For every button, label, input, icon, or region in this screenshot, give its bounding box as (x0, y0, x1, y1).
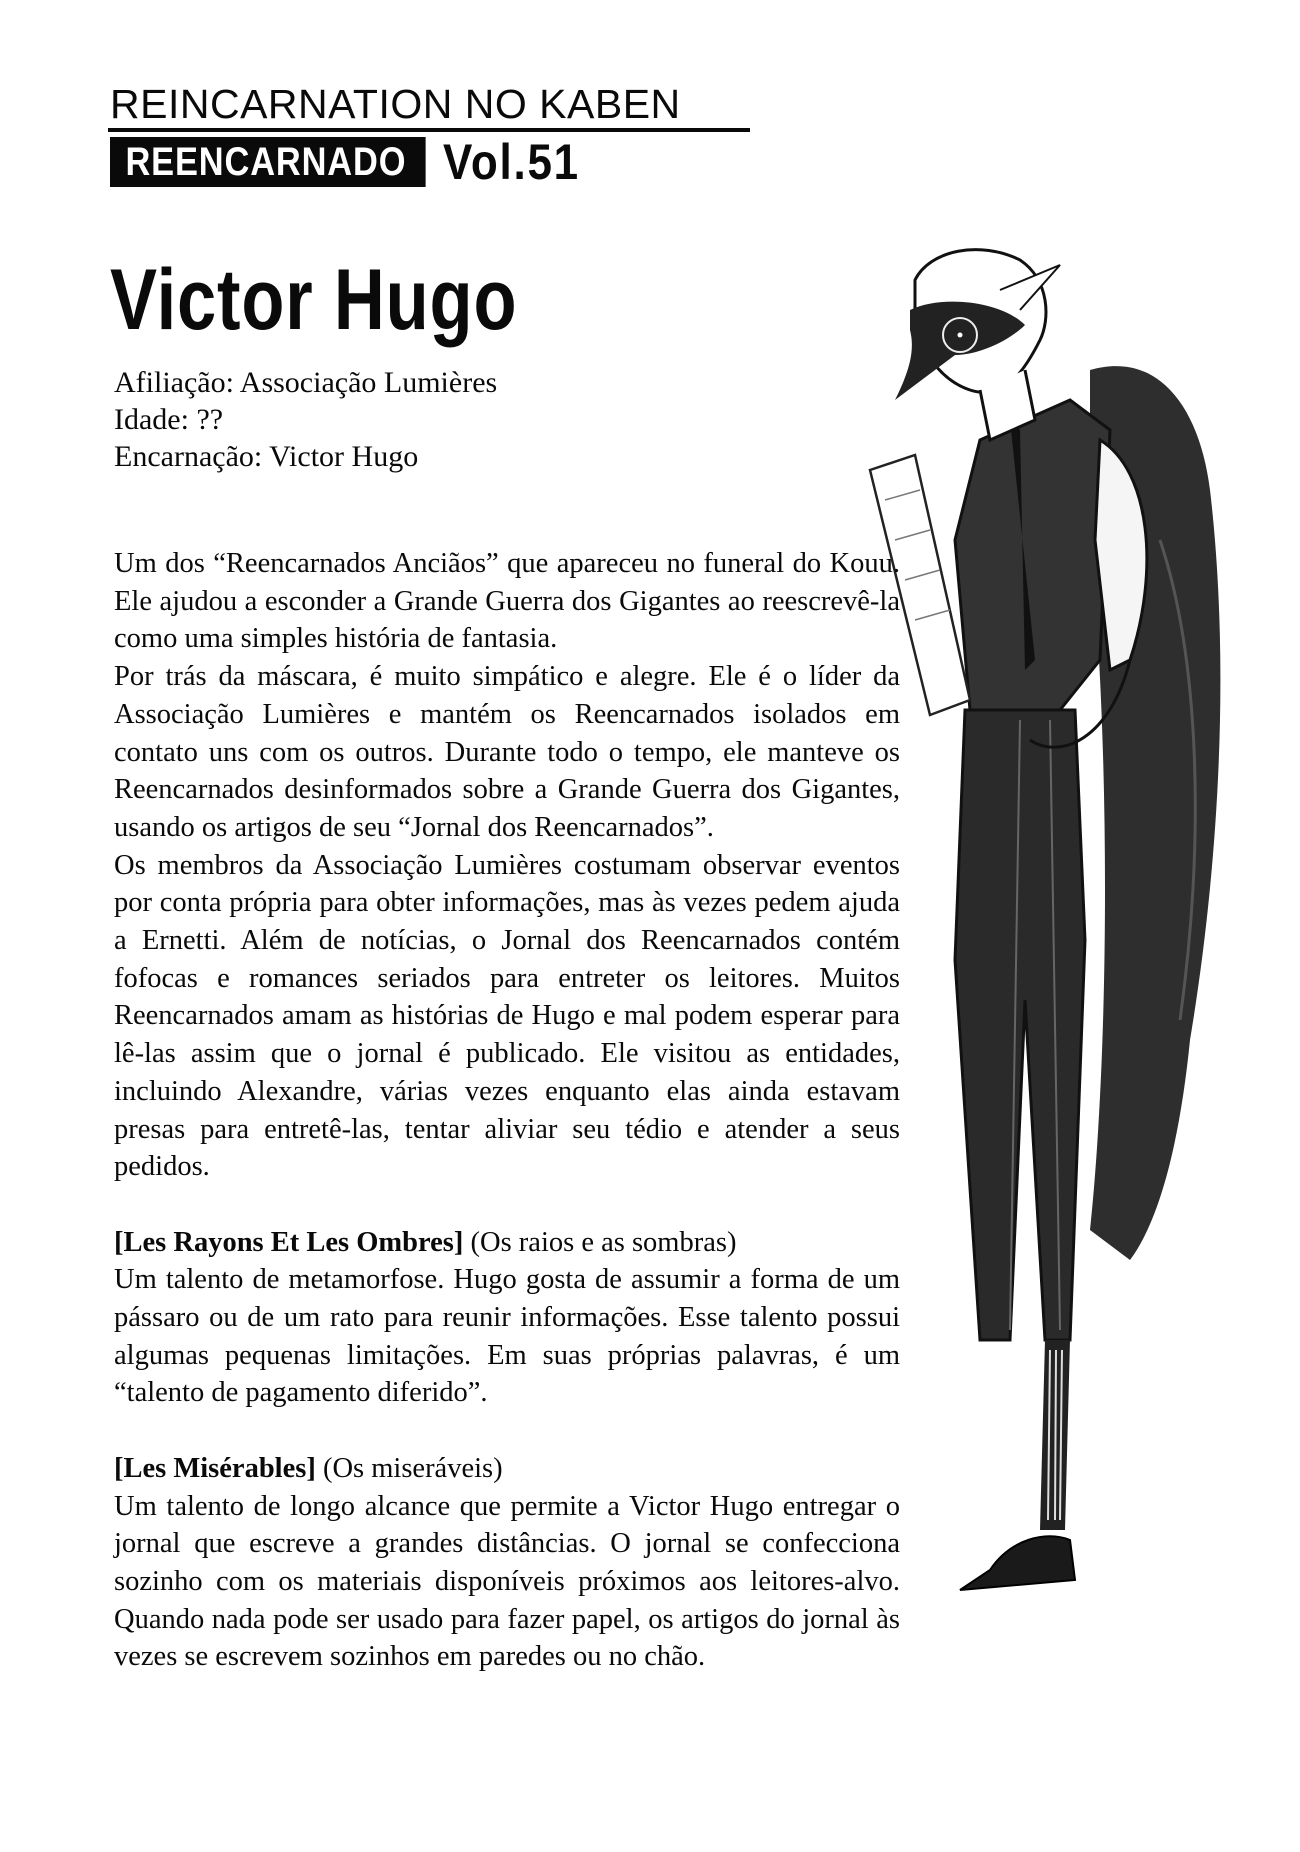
talent-heading (114, 1224, 900, 1262)
category-badge: REENCARNADO (110, 137, 425, 187)
talent-heading (114, 1450, 900, 1488)
age-line: Idade: ?? (114, 403, 224, 436)
incarnation-line: Encarnação: Victor Hugo (114, 440, 419, 473)
masked-head (895, 250, 1060, 440)
spacer (114, 1186, 900, 1224)
affiliation-line: Afiliação: Associação Lumières (114, 366, 498, 399)
talent-translation: (Os miseráveis) (322, 1452, 503, 1484)
series-title: REINCARNATION NO KABEN (110, 81, 681, 127)
talent-description: Um talento de longo alcance que permite a Victor Hugo entregar o jornal que escreve a grandes distâncias. O jornal se confecciona sozinho com os materiais disponíveis próximos aos leitores-alvo. Quando nada pode ser usado para fazer papel, os artigos do jornal às vezes se escrevem sozinhos em paredes ou no chão. (114, 1490, 900, 1673)
talent-name: [Les Misérables] (114, 1452, 316, 1484)
spacer (114, 1412, 900, 1450)
character-illustration (860, 240, 1300, 1800)
description-paragraph: Um dos “Reencarnados Anciãos” que apareceu no funeral do Kouu. Ele ajudou a esconder a Grande Guerra dos Gigantes ao reescrevê-la como uma simples história de fantasia. (114, 548, 900, 655)
character-name: Victor Hugo (110, 252, 518, 348)
volume-header (110, 136, 598, 188)
talent-description: Um talento de metamorfose. Hugo gosta de assumir a forma de um pássaro ou de um rato para reunir informações. Esse talento possui algumas pequenas limitações. Em suas próprias palavras, é um “talento de pagamento diferido”. (114, 1264, 900, 1409)
description-body (114, 545, 900, 1676)
character-info (114, 364, 497, 475)
description-paragraph: Por trás da máscara, é muito simpático e alegre. Ele é o líder da Associação Lumières e mantém os Reencarnados isolados em contato uns com os outros. Durante todo o tempo, ele manteve os Reencarnados desinformados sobre a Grande Guerra dos Gigantes, usando os artigos de seu “Jornal dos Reencarnados”. (114, 661, 900, 843)
talent-translation: (Os raios e as sombras) (470, 1226, 737, 1258)
volume-number: Vol.51 (442, 134, 580, 190)
header-divider (108, 128, 750, 132)
talent-name: [Les Rayons Et Les Ombres] (114, 1226, 464, 1258)
description-paragraph: Os membros da Associação Lumières costumam observar eventos por conta própria para obter informações, mas às vezes pedem ajuda a Ernetti. Além de notícias, o Jornal dos Reencarnados contém fofocas e romances seriados para entreter os leitores. Muitos Reencarnados amam as histórias de Hugo e mal podem esperar para lê-las assim que o jornal é publicado. Ele visitou as entidades, incluindo Alexandre, várias vezes enquanto elas ainda estavam presas para entretê-las, tentar aliviar seu tédio e atender a seus pedidos. (114, 849, 900, 1183)
